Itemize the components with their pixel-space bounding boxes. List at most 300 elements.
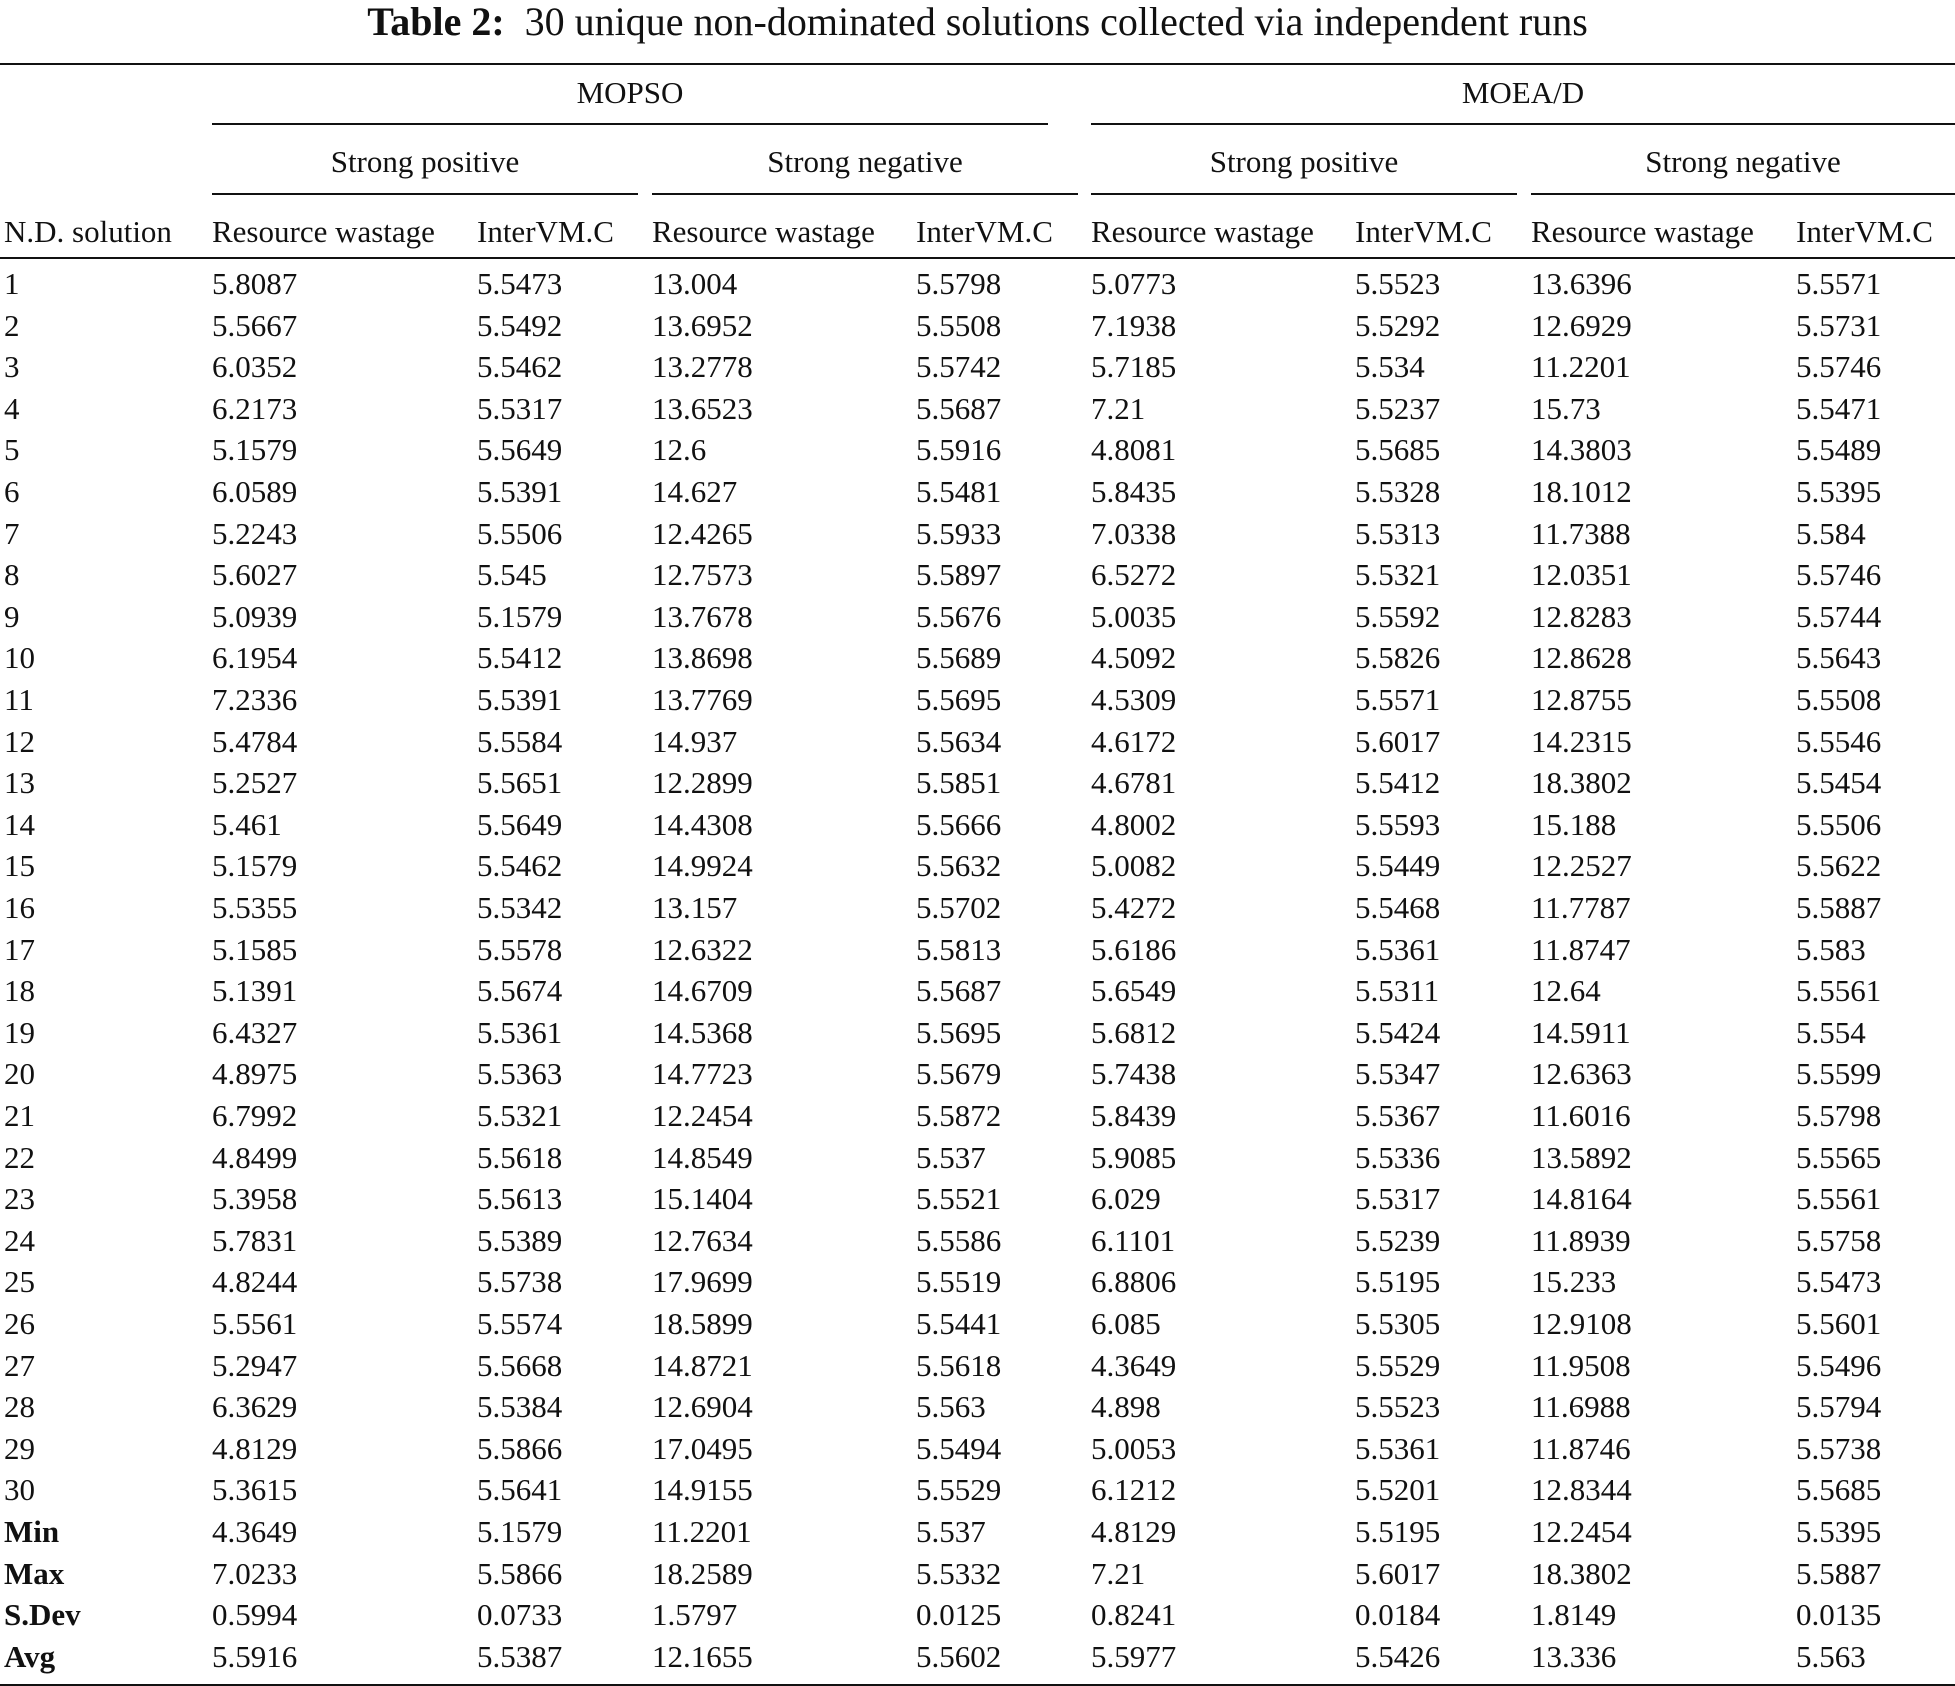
table-cell: 5.5666 xyxy=(916,807,1002,842)
table-cell: 5.5492 xyxy=(477,308,563,343)
table-cell: 4.3649 xyxy=(212,1514,298,1549)
caption-text: 30 unique non-dominated solutions collected via independent runs xyxy=(524,0,1588,44)
row-label: S.Dev xyxy=(4,1597,81,1632)
table-cell: 5.5462 xyxy=(477,349,563,384)
table-cell: 5.5667 xyxy=(212,308,298,343)
table-cell: 5.5496 xyxy=(1796,1348,1882,1383)
table-cell: 5.5391 xyxy=(477,474,563,509)
table-cell: 5.554 xyxy=(1796,1015,1866,1050)
table-cell: 12.64 xyxy=(1531,973,1601,1008)
table-cell: 5.5561 xyxy=(1796,973,1882,1008)
table-cell: 5.537 xyxy=(916,1140,986,1175)
table-cell: 5.5632 xyxy=(916,848,1002,883)
table-cell: 5.537 xyxy=(916,1514,986,1549)
table-cell: 12.6322 xyxy=(652,932,753,967)
row-label: 23 xyxy=(4,1181,35,1216)
subgroup-header: Strong positive xyxy=(1209,144,1399,179)
table-cell: 5.5649 xyxy=(477,807,563,842)
table-cell: 12.7634 xyxy=(652,1223,753,1258)
table-cell: 14.7723 xyxy=(652,1056,753,1091)
table-cell: 5.545 xyxy=(477,557,547,592)
table-cell: 14.627 xyxy=(652,474,738,509)
table-cell: 5.5731 xyxy=(1796,308,1882,343)
table-cell: 13.6952 xyxy=(652,308,753,343)
table-cell: 14.9924 xyxy=(652,848,753,883)
table-cell: 5.3615 xyxy=(212,1472,298,1507)
row-label: 25 xyxy=(4,1264,35,1299)
table-cell: 5.5916 xyxy=(916,432,1002,467)
table-cell: 15.1404 xyxy=(652,1181,753,1216)
table-cell: 5.5473 xyxy=(477,266,563,301)
table-cell: 5.7185 xyxy=(1091,349,1177,384)
table-cell: 5.1579 xyxy=(212,848,298,883)
table-cell: 0.0125 xyxy=(916,1597,1002,1632)
table-cell: 5.563 xyxy=(916,1389,986,1424)
table-cell: 5.5292 xyxy=(1355,308,1441,343)
table-cell: 14.8549 xyxy=(652,1140,753,1175)
table-cell: 5.5689 xyxy=(916,640,1002,675)
group-header: MOPSO xyxy=(576,75,684,110)
table-cell: 12.8344 xyxy=(1531,1472,1632,1507)
row-label: 28 xyxy=(4,1389,35,1424)
table-cell: 5.5473 xyxy=(1796,1264,1882,1299)
table-cell: 5.5622 xyxy=(1796,848,1882,883)
table-cell: 14.5368 xyxy=(652,1015,753,1050)
table-cell: 5.534 xyxy=(1355,349,1425,384)
table-cell: 12.6363 xyxy=(1531,1056,1632,1091)
table-cell: 11.8939 xyxy=(1531,1223,1631,1258)
table-cell: 5.5363 xyxy=(477,1056,563,1091)
table-cell: 5.5695 xyxy=(916,682,1002,717)
table-cell: 18.2589 xyxy=(652,1556,753,1591)
table-cell: 12.6 xyxy=(652,432,707,467)
table-cell: 11.6988 xyxy=(1531,1389,1631,1424)
table-cell: 5.5826 xyxy=(1355,640,1441,675)
table-cell: 5.5593 xyxy=(1355,807,1441,842)
table-cell: 5.8087 xyxy=(212,266,298,301)
table-cell: 4.8002 xyxy=(1091,807,1177,842)
table-cell: 5.5933 xyxy=(916,516,1002,551)
table-cell: 5.5305 xyxy=(1355,1306,1441,1341)
table-cell: 5.2243 xyxy=(212,516,298,551)
table-cell: 5.5384 xyxy=(477,1389,563,1424)
table-cell: 5.5851 xyxy=(916,765,1002,800)
table-cell: 5.5395 xyxy=(1796,1514,1882,1549)
table-cell: 18.3802 xyxy=(1531,765,1632,800)
table-cell: 5.5336 xyxy=(1355,1140,1441,1175)
table-cell: 6.085 xyxy=(1091,1306,1161,1341)
row-label: 21 xyxy=(4,1098,35,1133)
table-cell: 5.461 xyxy=(212,807,282,842)
table-cell: 5.5746 xyxy=(1796,557,1882,592)
table-cell: 4.5092 xyxy=(1091,640,1177,675)
table-cell: 5.6812 xyxy=(1091,1015,1177,1050)
table-cell: 5.5523 xyxy=(1355,1389,1441,1424)
table-cell: 18.3802 xyxy=(1531,1556,1632,1591)
table-cell: 5.5738 xyxy=(477,1264,563,1299)
table-cell: 5.5361 xyxy=(477,1015,563,1050)
column-header: InterVM.C xyxy=(916,214,1053,249)
table-cell: 5.5742 xyxy=(916,349,1002,384)
table-cell: 5.2527 xyxy=(212,765,298,800)
table-cell: 13.2778 xyxy=(652,349,753,384)
table-cell: 5.5529 xyxy=(1355,1348,1441,1383)
table-cell: 6.029 xyxy=(1091,1181,1161,1216)
table-cell: 5.563 xyxy=(1796,1639,1866,1674)
table-cell: 4.8129 xyxy=(212,1431,298,1466)
table-cell: 5.0082 xyxy=(1091,848,1177,883)
table-cell: 5.583 xyxy=(1796,932,1866,967)
table-cell: 5.5454 xyxy=(1796,765,1882,800)
table-cell: 14.8721 xyxy=(652,1348,753,1383)
table-cell: 5.5674 xyxy=(477,973,563,1008)
table-cell: 13.6396 xyxy=(1531,266,1632,301)
table-cell: 7.1938 xyxy=(1091,308,1177,343)
table-cell: 5.5342 xyxy=(477,890,563,925)
table-cell: 12.1655 xyxy=(652,1639,753,1674)
row-label: 30 xyxy=(4,1472,35,1507)
table-cell: 5.5529 xyxy=(916,1472,1002,1507)
row-label: 26 xyxy=(4,1306,35,1341)
table-cell: 4.6172 xyxy=(1091,724,1177,759)
table-cell: 4.8081 xyxy=(1091,432,1177,467)
table-cell: 5.6017 xyxy=(1355,1556,1441,1591)
table-cell: 5.4272 xyxy=(1091,890,1177,925)
table-cell: 5.5794 xyxy=(1796,1389,1882,1424)
table-cell: 5.5651 xyxy=(477,765,563,800)
table-cell: 5.0053 xyxy=(1091,1431,1177,1466)
row-label: 2 xyxy=(4,308,20,343)
subgroup-underline xyxy=(1531,193,1955,195)
table-cell: 5.5798 xyxy=(916,266,1002,301)
table-cell: 14.9155 xyxy=(652,1472,753,1507)
table-cell: 5.5317 xyxy=(1355,1181,1441,1216)
table-cell: 5.5565 xyxy=(1796,1140,1882,1175)
table-cell: 12.0351 xyxy=(1531,557,1632,592)
table-cell: 5.5744 xyxy=(1796,599,1882,634)
table-cell: 12.8755 xyxy=(1531,682,1632,717)
table-cell: 14.937 xyxy=(652,724,738,759)
table-cell: 6.5272 xyxy=(1091,557,1177,592)
table-cell: 5.5618 xyxy=(477,1140,563,1175)
table-cell: 5.5468 xyxy=(1355,890,1441,925)
table-cell: 0.8241 xyxy=(1091,1597,1177,1632)
table-cell: 5.5613 xyxy=(477,1181,563,1216)
table-cell: 5.5643 xyxy=(1796,640,1882,675)
table-cell: 5.5668 xyxy=(477,1348,563,1383)
table-cell: 5.5412 xyxy=(477,640,563,675)
table-cell: 7.0233 xyxy=(212,1556,298,1591)
table-cell: 18.1012 xyxy=(1531,474,1632,509)
table-cell: 5.1391 xyxy=(212,973,298,1008)
table-cell: 6.0589 xyxy=(212,474,298,509)
table-cell: 5.5561 xyxy=(1796,1181,1882,1216)
table-cell: 5.5361 xyxy=(1355,932,1441,967)
table-cell: 12.9108 xyxy=(1531,1306,1632,1341)
table-cell: 5.5317 xyxy=(477,391,563,426)
subgroup-underline xyxy=(652,193,1078,195)
table-cell: 4.8975 xyxy=(212,1056,298,1091)
table-cell: 12.6904 xyxy=(652,1389,753,1424)
table-cell: 5.5618 xyxy=(916,1348,1002,1383)
table-cell: 5.5758 xyxy=(1796,1223,1882,1258)
subgroup-underline xyxy=(212,193,638,195)
table-cell: 5.5239 xyxy=(1355,1223,1441,1258)
table-cell: 6.4327 xyxy=(212,1015,298,1050)
row-label: 12 xyxy=(4,724,35,759)
table-cell: 5.5649 xyxy=(477,432,563,467)
table-cell: 5.5977 xyxy=(1091,1639,1177,1674)
table-cell: 13.336 xyxy=(1531,1639,1617,1674)
table-cell: 5.5311 xyxy=(1355,973,1440,1008)
table-cell: 5.5321 xyxy=(1355,557,1441,592)
table-cell: 0.0733 xyxy=(477,1597,563,1632)
table-cell: 5.5481 xyxy=(916,474,1002,509)
table-cell: 11.2201 xyxy=(652,1514,752,1549)
table-cell: 4.6781 xyxy=(1091,765,1177,800)
table-cell: 1.5797 xyxy=(652,1597,738,1632)
table-cell: 5.5506 xyxy=(1796,807,1882,842)
table-cell: 11.8747 xyxy=(1531,932,1631,967)
row-label: 14 xyxy=(4,807,35,842)
table-cell: 1.8149 xyxy=(1531,1597,1617,1632)
row-label: 13 xyxy=(4,765,35,800)
table-cell: 5.5897 xyxy=(916,557,1002,592)
table-cell: 5.6549 xyxy=(1091,973,1177,1008)
table-cell: 5.5586 xyxy=(916,1223,1002,1258)
table-cell: 12.4265 xyxy=(652,516,753,551)
row-label: 15 xyxy=(4,848,35,883)
table-cell: 5.5195 xyxy=(1355,1514,1441,1549)
table-cell: 5.1585 xyxy=(212,932,298,967)
table-cell: 13.004 xyxy=(652,266,738,301)
table-cell: 5.5574 xyxy=(477,1306,563,1341)
table-cell: 5.5367 xyxy=(1355,1098,1441,1133)
table-cell: 5.5641 xyxy=(477,1472,563,1507)
table-cell: 5.5687 xyxy=(916,973,1002,1008)
table-cell: 7.21 xyxy=(1091,1556,1146,1591)
table-cell: 5.5695 xyxy=(916,1015,1002,1050)
table-cell: 6.8806 xyxy=(1091,1264,1177,1299)
table-cell: 12.2527 xyxy=(1531,848,1632,883)
table-cell: 5.5313 xyxy=(1355,516,1441,551)
table-cell: 5.6017 xyxy=(1355,724,1441,759)
row-label: Max xyxy=(4,1556,65,1591)
row-label: 19 xyxy=(4,1015,35,1050)
table-cell: 15.73 xyxy=(1531,391,1601,426)
row-label: Min xyxy=(4,1514,60,1549)
table-cell: 0.0135 xyxy=(1796,1597,1882,1632)
table-cell: 5.584 xyxy=(1796,516,1866,551)
table-cell: 5.5355 xyxy=(212,890,298,925)
table-cell: 15.188 xyxy=(1531,807,1617,842)
table-cell: 5.5441 xyxy=(916,1306,1002,1341)
table-cell: 5.5887 xyxy=(1796,1556,1882,1591)
header-bottom-rule xyxy=(0,257,1955,259)
table-cell: 12.2899 xyxy=(652,765,753,800)
table-cell: 5.4784 xyxy=(212,724,298,759)
column-header: Resource wastage xyxy=(652,214,875,249)
table-cell: 5.5601 xyxy=(1796,1306,1882,1341)
subgroup-header: Strong positive xyxy=(330,144,520,179)
group-header: MOEA/D xyxy=(1461,75,1585,110)
subgroup-header: Strong negative xyxy=(767,144,963,179)
table-cell: 0.5994 xyxy=(212,1597,298,1632)
table-cell: 14.2315 xyxy=(1531,724,1632,759)
table-cell: 6.3629 xyxy=(212,1389,298,1424)
row-label: 17 xyxy=(4,932,35,967)
row-label: 18 xyxy=(4,973,35,1008)
table-cell: 5.5521 xyxy=(916,1181,1002,1216)
table-cell: 5.5426 xyxy=(1355,1639,1441,1674)
table-cell: 4.8129 xyxy=(1091,1514,1177,1549)
column-header: InterVM.C xyxy=(1355,214,1492,249)
table-cell: 11.2201 xyxy=(1531,349,1631,384)
table-cell: 5.5602 xyxy=(916,1639,1002,1674)
table-cell: 11.8746 xyxy=(1531,1431,1631,1466)
table-cell: 11.9508 xyxy=(1531,1348,1631,1383)
table-cell: 5.5506 xyxy=(477,516,563,551)
table-cell: 13.6523 xyxy=(652,391,753,426)
table-cell: 5.5813 xyxy=(916,932,1002,967)
table-cell: 4.898 xyxy=(1091,1389,1161,1424)
table-cell: 5.0939 xyxy=(212,599,298,634)
table-cell: 5.2947 xyxy=(212,1348,298,1383)
table-cell: 5.3958 xyxy=(212,1181,298,1216)
table-cell: 5.5702 xyxy=(916,890,1002,925)
table-cell: 5.5519 xyxy=(916,1264,1002,1299)
row-label: 9 xyxy=(4,599,20,634)
table-cell: 5.8435 xyxy=(1091,474,1177,509)
table-cell: 5.5866 xyxy=(477,1431,563,1466)
row-label: 10 xyxy=(4,640,35,675)
table-cell: 13.157 xyxy=(652,890,738,925)
table-cell: 12.2454 xyxy=(1531,1514,1632,1549)
table-cell: 5.5679 xyxy=(916,1056,1002,1091)
table-cell: 6.2173 xyxy=(212,391,298,426)
table-cell: 5.5916 xyxy=(212,1639,298,1674)
table-cell: 5.5424 xyxy=(1355,1015,1441,1050)
table-cell: 12.8628 xyxy=(1531,640,1632,675)
table-cell: 12.2454 xyxy=(652,1098,753,1133)
table-cell: 5.5328 xyxy=(1355,474,1441,509)
row-label: 24 xyxy=(4,1223,35,1258)
table-cell: 5.5489 xyxy=(1796,432,1882,467)
table-cell: 5.5746 xyxy=(1796,349,1882,384)
subgroup-header: Strong negative xyxy=(1645,144,1841,179)
table-cell: 5.5584 xyxy=(477,724,563,759)
table-cell: 5.5571 xyxy=(1355,682,1441,717)
table-cell: 14.3803 xyxy=(1531,432,1632,467)
row-label: 29 xyxy=(4,1431,35,1466)
table-cell: 5.5321 xyxy=(477,1098,563,1133)
table-cell: 5.5237 xyxy=(1355,391,1441,426)
row-label: Avg xyxy=(4,1639,56,1674)
table-cell: 5.5685 xyxy=(1796,1472,1882,1507)
table-cell: 5.5523 xyxy=(1355,266,1441,301)
table-cell: 15.233 xyxy=(1531,1264,1617,1299)
table-cell: 4.5309 xyxy=(1091,682,1177,717)
table-cell: 5.5195 xyxy=(1355,1264,1441,1299)
table-cell: 5.5471 xyxy=(1796,391,1882,426)
row-label: 8 xyxy=(4,557,20,592)
table-cell: 5.5494 xyxy=(916,1431,1002,1466)
table-cell: 5.5347 xyxy=(1355,1056,1441,1091)
table-cell: 5.0035 xyxy=(1091,599,1177,634)
table-cell: 14.6709 xyxy=(652,973,753,1008)
table-cell: 11.6016 xyxy=(1531,1098,1631,1133)
table-cell: 5.7438 xyxy=(1091,1056,1177,1091)
row-label: 6 xyxy=(4,474,20,509)
group-underline xyxy=(1091,123,1955,125)
table-cell: 5.5449 xyxy=(1355,848,1441,883)
table-cell: 5.6186 xyxy=(1091,932,1177,967)
table-cell: 5.5599 xyxy=(1796,1056,1882,1091)
table-cell: 5.5872 xyxy=(916,1098,1002,1133)
table-cell: 7.2336 xyxy=(212,682,298,717)
table-cell: 12.7573 xyxy=(652,557,753,592)
table-cell: 5.5687 xyxy=(916,391,1002,426)
table-cell: 14.5911 xyxy=(1531,1015,1631,1050)
table-cell: 5.5634 xyxy=(916,724,1002,759)
table-cell: 12.6929 xyxy=(1531,308,1632,343)
table-cell: 6.1101 xyxy=(1091,1223,1176,1258)
caption-label: Table 2: xyxy=(367,0,505,44)
column-header: InterVM.C xyxy=(477,214,614,249)
table-cell: 5.5361 xyxy=(1355,1431,1441,1466)
table-cell: 5.5508 xyxy=(1796,682,1882,717)
row-label: 1 xyxy=(4,266,20,301)
table-cell: 6.7992 xyxy=(212,1098,298,1133)
table-cell: 5.9085 xyxy=(1091,1140,1177,1175)
table-cell: 5.5798 xyxy=(1796,1098,1882,1133)
table-cell: 5.5592 xyxy=(1355,599,1441,634)
row-label: 27 xyxy=(4,1348,35,1383)
table-cell: 5.1579 xyxy=(212,432,298,467)
column-header: Resource wastage xyxy=(212,214,435,249)
row-label: 20 xyxy=(4,1056,35,1091)
table-cell: 13.8698 xyxy=(652,640,753,675)
table-caption xyxy=(0,0,1955,48)
table-cell: 5.5508 xyxy=(916,308,1002,343)
table-cell: 4.8499 xyxy=(212,1140,298,1175)
row-label: 3 xyxy=(4,349,20,384)
table-cell: 5.5462 xyxy=(477,848,563,883)
table-cell: 5.5412 xyxy=(1355,765,1441,800)
table-cell: 14.8164 xyxy=(1531,1181,1632,1216)
table-cell: 5.5201 xyxy=(1355,1472,1441,1507)
table-cell: 6.0352 xyxy=(212,349,298,384)
table-cell: 11.7388 xyxy=(1531,516,1631,551)
table-cell: 5.0773 xyxy=(1091,266,1177,301)
table-cell: 5.5389 xyxy=(477,1223,563,1258)
table-cell: 5.5395 xyxy=(1796,474,1882,509)
table-cell: 5.1579 xyxy=(477,1514,563,1549)
table-cell: 5.5685 xyxy=(1355,432,1441,467)
column-header: Resource wastage xyxy=(1531,214,1754,249)
column-header: InterVM.C xyxy=(1796,214,1933,249)
table-cell: 4.8244 xyxy=(212,1264,298,1299)
row-label: 4 xyxy=(4,391,20,426)
table-cell: 5.5887 xyxy=(1796,890,1882,925)
table-cell: 13.5892 xyxy=(1531,1140,1632,1175)
table-cell: 0.0184 xyxy=(1355,1597,1441,1632)
table-cell: 5.5578 xyxy=(477,932,563,967)
table-cell: 5.8439 xyxy=(1091,1098,1177,1133)
table-cell: 6.1212 xyxy=(1091,1472,1177,1507)
table-cell: 5.5332 xyxy=(916,1556,1002,1591)
table-cell: 5.6027 xyxy=(212,557,298,592)
